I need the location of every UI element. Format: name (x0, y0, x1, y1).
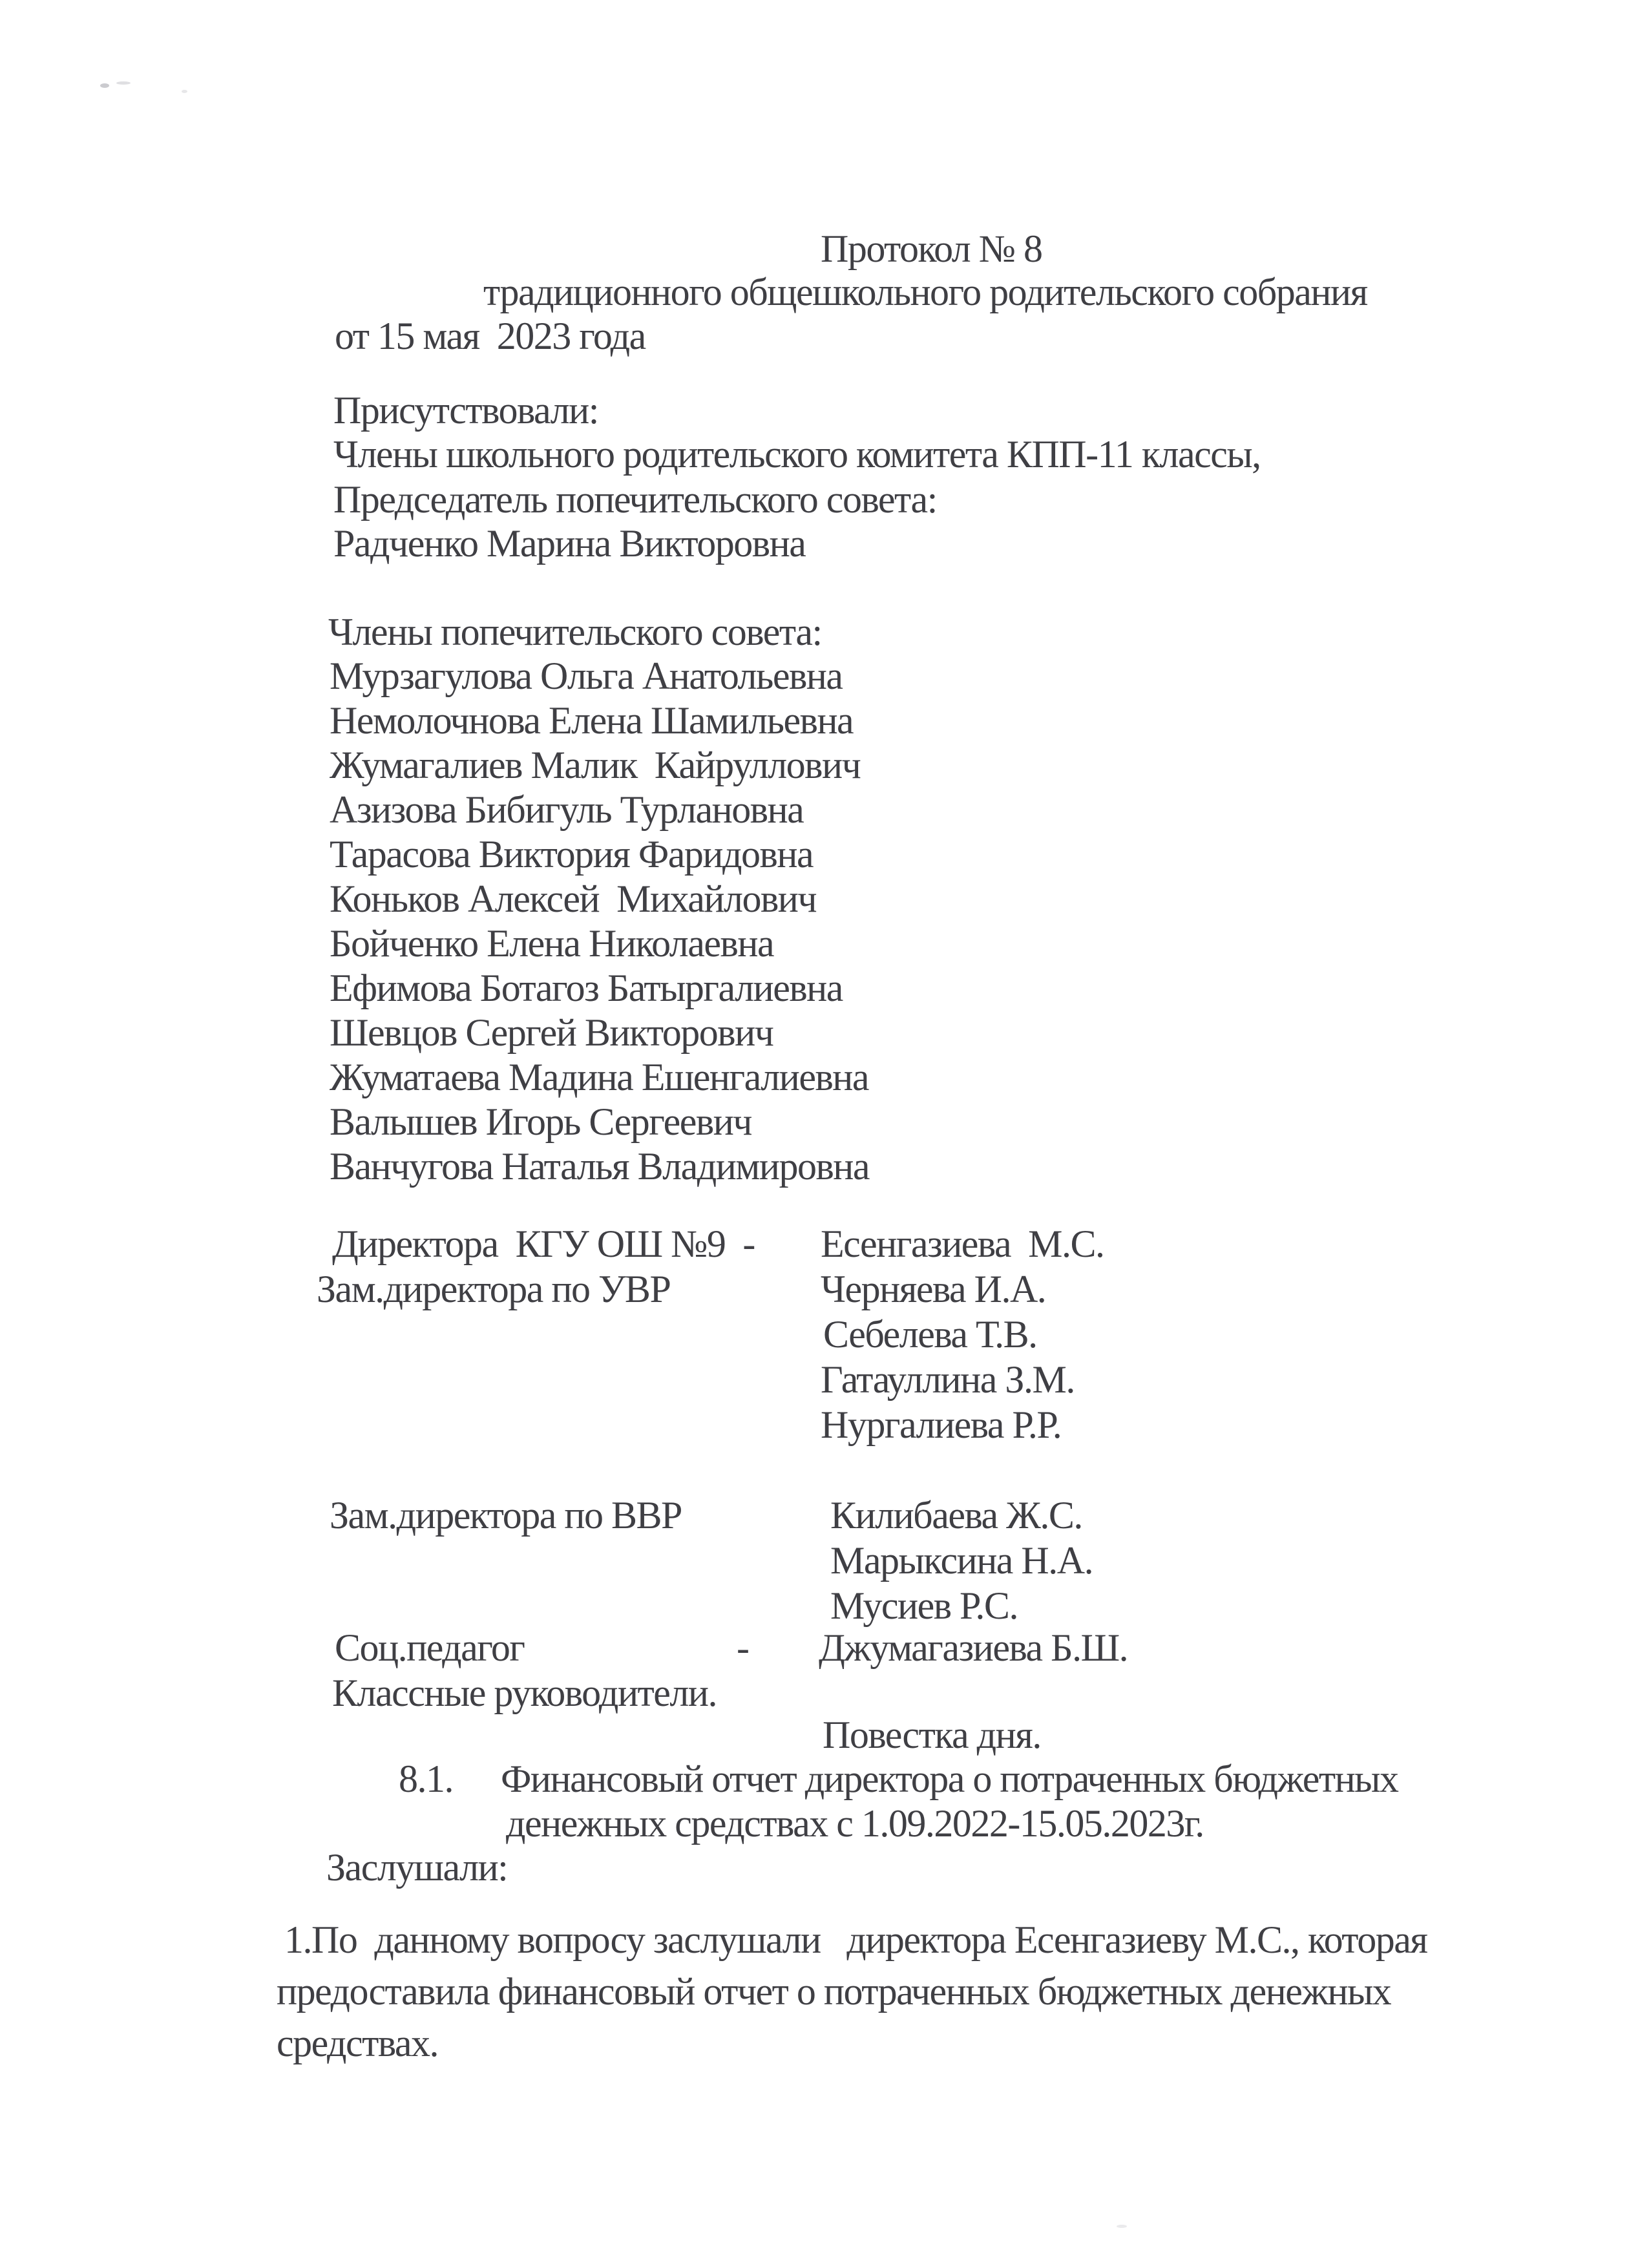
council-member: Бойченко Елена Николаевна (330, 922, 774, 965)
council-member: Ефимова Ботагоз Батыргалиевна (330, 967, 843, 1009)
council-member: Жуматаева Мадина Ешенгалиевна (330, 1056, 869, 1098)
admin-row-name: Джумагазиева Б.Ш. (819, 1626, 1128, 1669)
admin-row-name: Марыксина Н.А. (830, 1539, 1093, 1582)
scan-speck (116, 81, 131, 85)
council-member: Тарасова Виктория Фаридовна (330, 833, 814, 876)
body-paragraph-line: предоставила финансовый отчет о потраченных бюджетных денежных (277, 1970, 1391, 2013)
present-line: Члены школьного родительского комитета КПП-11 классы, (333, 433, 1261, 476)
admin-row-label: Соц.педагог (335, 1626, 525, 1669)
admin-row-label: Директора КГУ ОШ №9 - (332, 1223, 755, 1265)
admin-row-name: Черняева И.А. (821, 1268, 1046, 1310)
agenda-item-text: Финансовый отчет директора о потраченных бюджетных (501, 1758, 1398, 1800)
agenda-item-number: 8.1. (399, 1758, 453, 1800)
admin-row-label: Зам.директора по УВР (317, 1268, 671, 1310)
scan-speck (182, 90, 187, 93)
admin-row-name: Себелева Т.В. (823, 1313, 1037, 1356)
admin-row-name: Гатауллина З.М. (821, 1358, 1075, 1401)
council-member: Немолочнова Елена Шамильевна (330, 699, 854, 742)
council-heading: Члены попечительского совета: (328, 611, 822, 653)
council-member: Жумагалиев Малик Кайруллович (330, 744, 861, 786)
scan-speck (1117, 2225, 1127, 2228)
protocol-subtitle: традиционного общешкольного родительского собрания (483, 271, 1367, 313)
present-line: Председатель попечительского совета: (333, 478, 937, 521)
council-member: Коньков Алексей Михайлович (330, 877, 817, 920)
present-heading: Присутствовали: (333, 389, 598, 432)
council-member: Мурзагулова Ольга Анатольевна (330, 655, 843, 697)
council-member: Валышев Игорь Сергеевич (330, 1100, 751, 1143)
admin-row-name: Есенгазиева М.С. (821, 1223, 1104, 1265)
present-line: Радченко Марина Викторовна (333, 522, 806, 565)
agenda-heading: Повестка дня. (823, 1714, 1041, 1756)
admin-row-separator: - (737, 1626, 749, 1669)
council-member: Азизова Бибигуль Турлановна (330, 788, 804, 831)
protocol-date: от 15 мая 2023 года (335, 315, 646, 357)
admin-row-name: Мусиев Р.С. (830, 1584, 1018, 1627)
admin-row-label: Зам.директора по ВВР (330, 1494, 682, 1537)
council-member: Шевцов Сергей Викторович (330, 1011, 773, 1054)
scan-speck (100, 83, 109, 88)
listened-heading: Заслушали: (326, 1846, 508, 1889)
admin-row-label: Классные руководители. (332, 1672, 717, 1714)
body-paragraph-line: средствах. (277, 2022, 439, 2064)
council-member: Ванчугова Наталья Владимировна (330, 1145, 870, 1188)
body-paragraph-line: 1.По данному вопросу заслушали директора Есенгазиеву М.С., которая (284, 1918, 1427, 1961)
agenda-item-text: денежных средствах с 1.09.2022-15.05.2023г. (506, 1802, 1204, 1845)
admin-row-name: Килибаева Ж.С. (830, 1494, 1082, 1537)
admin-row-name: Нургалиева Р.Р. (821, 1403, 1062, 1446)
protocol-title: Протокол № 8 (821, 227, 1042, 270)
